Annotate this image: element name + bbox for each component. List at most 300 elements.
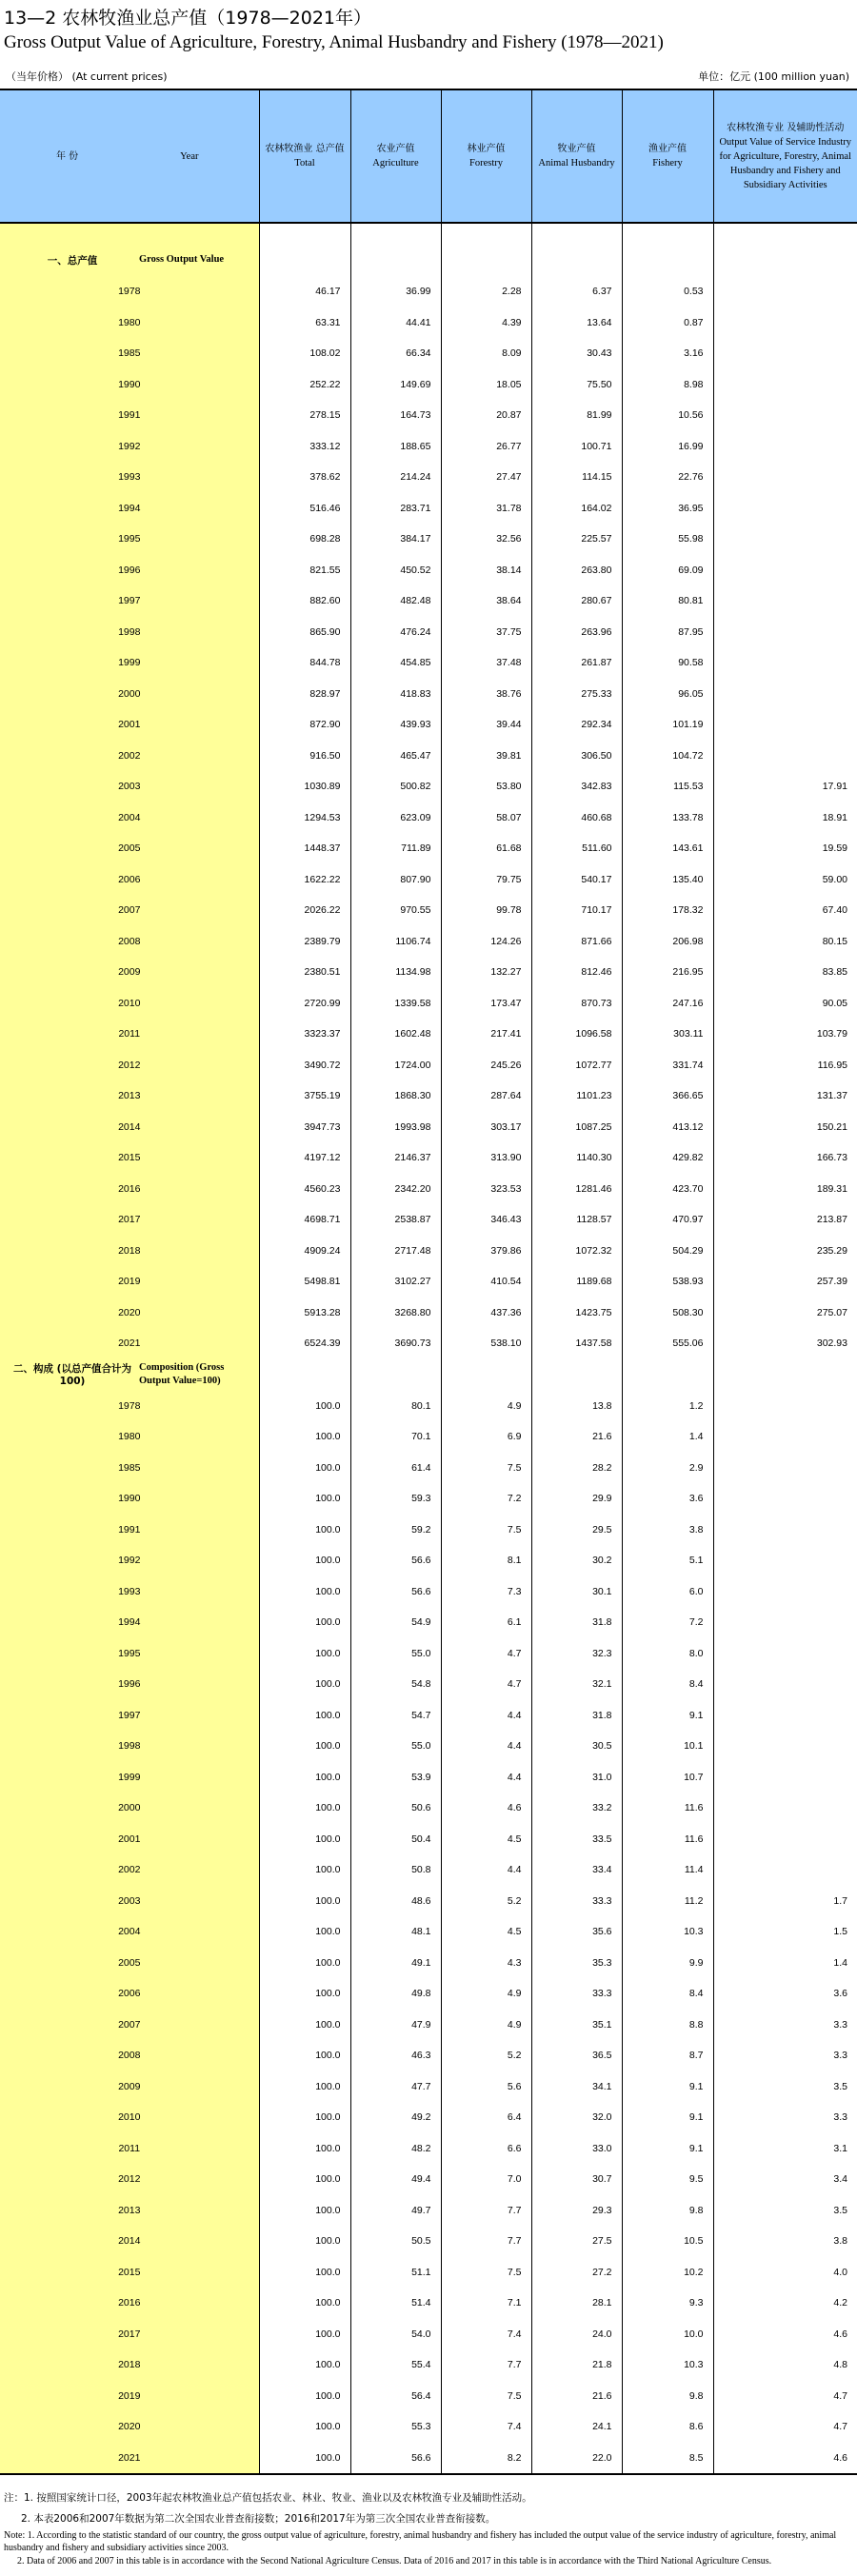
cell-animal: 460.68 — [531, 803, 622, 834]
cell-year: 1998 — [0, 1731, 259, 1762]
table-row — [0, 307, 857, 339]
cell-year: 2005 — [0, 1948, 259, 1979]
cell-fishery: 2.9 — [622, 1453, 713, 1484]
cell-total: 100.0 — [259, 2381, 350, 2412]
cell-agriculture: 465.47 — [350, 741, 441, 772]
cell-animal: 511.60 — [531, 833, 622, 864]
cell-animal: 261.87 — [531, 647, 622, 679]
cell-year: 1990 — [0, 369, 259, 401]
cell-agriculture: 56.6 — [350, 1545, 441, 1576]
cell-fishery: 8.98 — [622, 369, 713, 401]
cell-total: 100.0 — [259, 2010, 350, 2041]
cell-fishery: 555.06 — [622, 1328, 713, 1359]
cell-services: 3.6 — [713, 1978, 857, 2010]
cell-year: 2004 — [0, 1916, 259, 1948]
cell-agriculture: 80.1 — [350, 1391, 441, 1422]
cell-year: 2011 — [0, 2133, 259, 2165]
cell-animal: 33.3 — [531, 1886, 622, 1917]
cell-fishery: 8.5 — [622, 2443, 713, 2475]
cell-fishery: 8.7 — [622, 2040, 713, 2071]
cell-fishery: 87.95 — [622, 617, 713, 648]
cell-forestry: 4.5 — [441, 1824, 531, 1855]
cell-services — [713, 1854, 857, 1886]
cell-services — [713, 431, 857, 463]
table-row — [0, 1174, 857, 1205]
cell-animal: 33.3 — [531, 1978, 622, 2010]
cell-forestry: 4.9 — [441, 1978, 531, 2010]
cell-forestry: 7.2 — [441, 1483, 531, 1515]
cell-total: 100.0 — [259, 1391, 350, 1422]
cell-agriculture: 2342.20 — [350, 1174, 441, 1205]
cell-agriculture: 53.9 — [350, 1762, 441, 1793]
cell-agriculture: 48.1 — [350, 1916, 441, 1948]
cell-year: 2020 — [0, 1298, 259, 1329]
cell-agriculture: 36.99 — [350, 276, 441, 307]
table-row — [0, 2040, 857, 2071]
cell-fishery: 9.1 — [622, 2133, 713, 2165]
cell-forestry: 437.36 — [441, 1298, 531, 1329]
cell-year: 1995 — [0, 524, 259, 555]
table-row — [0, 957, 857, 988]
cell-services: 83.85 — [713, 957, 857, 988]
cell-agriculture: 70.1 — [350, 1421, 441, 1453]
table-row — [0, 864, 857, 896]
table-row — [0, 1638, 857, 1670]
cell-services: 131.37 — [713, 1080, 857, 1112]
table-row — [0, 1328, 857, 1359]
cell-forestry: 27.47 — [441, 462, 531, 493]
cell-services: 3.4 — [713, 2164, 857, 2195]
cell-fishery: 8.4 — [622, 1669, 713, 1700]
cell-agriculture: 56.6 — [350, 1576, 441, 1608]
cell-agriculture: 482.48 — [350, 585, 441, 617]
cell-services — [713, 1638, 857, 1670]
cell-services: 302.93 — [713, 1328, 857, 1359]
cell-fishery: 135.40 — [622, 864, 713, 896]
cell-services: 235.29 — [713, 1236, 857, 1267]
cell-agriculture: 1106.74 — [350, 926, 441, 958]
cell-agriculture: 47.7 — [350, 2071, 441, 2103]
cell-agriculture: 50.8 — [350, 1854, 441, 1886]
cell-agriculture: 50.4 — [350, 1824, 441, 1855]
cell-total: 844.78 — [259, 647, 350, 679]
section-heading-composition — [0, 1359, 857, 1391]
cell-agriculture: 1868.30 — [350, 1080, 441, 1112]
cell-total: 1030.89 — [259, 771, 350, 803]
cell-animal: 33.4 — [531, 1854, 622, 1886]
cell-agriculture: 50.6 — [350, 1793, 441, 1824]
table-row — [0, 524, 857, 555]
cell-agriculture: 50.5 — [350, 2226, 441, 2257]
animal-header-en: Animal Husbandry — [538, 158, 615, 168]
cell-fishery: 9.3 — [622, 2288, 713, 2319]
cell-year: 2016 — [0, 2288, 259, 2319]
cell-year: 1992 — [0, 1545, 259, 1576]
cell-fishery: 10.3 — [622, 2349, 713, 2381]
cell-agriculture: 54.8 — [350, 1669, 441, 1700]
cell-fishery: 0.87 — [622, 307, 713, 339]
cell-services — [713, 493, 857, 525]
cell-year: 2009 — [0, 957, 259, 988]
table-row — [0, 1793, 857, 1824]
cell-animal: 871.66 — [531, 926, 622, 958]
table-row — [0, 1700, 857, 1732]
cell-total: 5913.28 — [259, 1298, 350, 1329]
cell-forestry: 4.7 — [441, 1638, 531, 1670]
cell-fishery: 22.76 — [622, 462, 713, 493]
cell-fishery: 11.2 — [622, 1886, 713, 1917]
cell-fishery: 8.4 — [622, 1978, 713, 2010]
cell-agriculture: 2538.87 — [350, 1204, 441, 1236]
cell-total: 4197.12 — [259, 1142, 350, 1174]
table-row — [0, 1515, 857, 1546]
cell-forestry: 2.28 — [441, 276, 531, 307]
cell-year: 2019 — [0, 2381, 259, 2412]
table-row — [0, 2443, 857, 2475]
cell-year: 1980 — [0, 307, 259, 339]
cell-services: 80.15 — [713, 926, 857, 958]
cell-agriculture: 49.7 — [350, 2195, 441, 2227]
cell-year: 2002 — [0, 741, 259, 772]
cell-agriculture: 1134.98 — [350, 957, 441, 988]
cell-animal: 263.80 — [531, 555, 622, 586]
cell-year: 1978 — [0, 276, 259, 307]
cell-agriculture: 3690.73 — [350, 1328, 441, 1359]
cell-animal: 30.2 — [531, 1545, 622, 1576]
cell-fishery: 104.72 — [622, 741, 713, 772]
cell-total: 916.50 — [259, 741, 350, 772]
cell-animal: 33.2 — [531, 1793, 622, 1824]
cell-agriculture: 49.4 — [350, 2164, 441, 2195]
cell-fishery: 10.0 — [622, 2319, 713, 2350]
cell-total: 3323.37 — [259, 1019, 350, 1050]
cell-year: 2010 — [0, 2102, 259, 2133]
table-row — [0, 617, 857, 648]
cell-total: 100.0 — [259, 2195, 350, 2227]
cell-total: 1294.53 — [259, 803, 350, 834]
cell-fishery: 10.7 — [622, 1762, 713, 1793]
cell-total: 100.0 — [259, 2443, 350, 2475]
cell-animal: 31.8 — [531, 1700, 622, 1732]
cell-year: 2015 — [0, 2257, 259, 2289]
cell-services — [713, 400, 857, 431]
cell-animal: 1072.77 — [531, 1050, 622, 1081]
cell-year: 2003 — [0, 1886, 259, 1917]
cell-total: 2026.22 — [259, 895, 350, 926]
cell-animal: 36.5 — [531, 2040, 622, 2071]
cell-agriculture: 48.2 — [350, 2133, 441, 2165]
table-row — [0, 1978, 857, 2010]
cell-forestry: 4.4 — [441, 1762, 531, 1793]
cell-total: 100.0 — [259, 2411, 350, 2443]
cell-forestry: 7.5 — [441, 1453, 531, 1484]
cell-services: 1.4 — [713, 1948, 857, 1979]
cell-services — [713, 741, 857, 772]
table-row — [0, 2349, 857, 2381]
table-row — [0, 555, 857, 586]
cell-services — [713, 462, 857, 493]
cell-total: 6524.39 — [259, 1328, 350, 1359]
cell-forestry: 37.48 — [441, 647, 531, 679]
cell-agriculture: 476.24 — [350, 617, 441, 648]
cell-year: 2002 — [0, 1854, 259, 1886]
cell-forestry: 7.5 — [441, 2257, 531, 2289]
agriculture-header-cn: 农业产值 — [376, 144, 415, 154]
cell-year: 1991 — [0, 1515, 259, 1546]
services-header — [713, 89, 857, 223]
cell-animal: 28.1 — [531, 2288, 622, 2319]
cell-year: 2006 — [0, 1978, 259, 2010]
cell-fishery: 6.0 — [622, 1576, 713, 1608]
table-row — [0, 1762, 857, 1793]
cell-animal: 13.8 — [531, 1391, 622, 1422]
cell-forestry: 173.47 — [441, 988, 531, 1020]
cell-services — [713, 276, 857, 307]
cell-services: 150.21 — [713, 1112, 857, 1143]
cell-forestry: 538.10 — [441, 1328, 531, 1359]
cell-fishery: 11.6 — [622, 1824, 713, 1855]
cell-year: 2017 — [0, 2319, 259, 2350]
cell-year: 2013 — [0, 1080, 259, 1112]
cell-agriculture: 3102.27 — [350, 1266, 441, 1298]
cell-agriculture: 418.83 — [350, 679, 441, 710]
cell-services: 3.8 — [713, 2226, 857, 2257]
page-title-cn: 13—2 农林牧渔业总产值（1978—2021年） — [4, 8, 372, 29]
cell-total: 278.15 — [259, 400, 350, 431]
cell-forestry: 4.7 — [441, 1669, 531, 1700]
cell-agriculture: 283.71 — [350, 493, 441, 525]
cell-fishery: 9.1 — [622, 2102, 713, 2133]
table-row — [0, 1112, 857, 1143]
cell-animal: 1128.57 — [531, 1204, 622, 1236]
cell-agriculture: 47.9 — [350, 2010, 441, 2041]
cell-forestry: 5.2 — [441, 2040, 531, 2071]
note-cn-1: 注：1. 按照国家统计口径，2003年起农林牧渔业总产值包括农业、林业、牧业、渔业以及农林牧渔专业及辅助性活动。 — [4, 2492, 532, 2504]
cell-animal: 29.3 — [531, 2195, 622, 2227]
cell-total: 100.0 — [259, 1638, 350, 1670]
cell-total: 252.22 — [259, 369, 350, 401]
cell-year: 2013 — [0, 2195, 259, 2227]
cell-services: 275.07 — [713, 1298, 857, 1329]
cell-services: 257.39 — [713, 1266, 857, 1298]
cell-animal: 292.34 — [531, 709, 622, 741]
cell-forestry: 410.54 — [441, 1266, 531, 1298]
cell-forestry: 58.07 — [441, 803, 531, 834]
cell-forestry: 32.56 — [441, 524, 531, 555]
cell-animal: 870.73 — [531, 988, 622, 1020]
note-cn-2: 2. 本表2006和2007年数据为第二次全国农业普查衔接数；2016和2017年为第三次全国农业普查衔接数。 — [21, 2513, 496, 2525]
cell-services — [713, 369, 857, 401]
cell-forestry: 38.14 — [441, 555, 531, 586]
cell-forestry: 4.3 — [441, 1948, 531, 1979]
cell-animal: 13.64 — [531, 307, 622, 339]
cell-animal: 81.99 — [531, 400, 622, 431]
cell-year: 2009 — [0, 2071, 259, 2103]
cell-year: 2005 — [0, 833, 259, 864]
cell-total: 100.0 — [259, 1916, 350, 1948]
cell-services — [713, 647, 857, 679]
cell-fishery: 3.6 — [622, 1483, 713, 1515]
unit-label: 单位：亿元 (100 million yuan) — [698, 70, 849, 83]
cell-total: 4560.23 — [259, 1174, 350, 1205]
cell-fishery: 90.58 — [622, 647, 713, 679]
table-row — [0, 585, 857, 617]
cell-agriculture: 1339.58 — [350, 988, 441, 1020]
cell-fishery: 1.4 — [622, 1421, 713, 1453]
cell-forestry: 31.78 — [441, 493, 531, 525]
section2-label-en: Composition (Gross Output Value=100) — [139, 1362, 225, 1386]
cell-agriculture: 49.8 — [350, 1978, 441, 2010]
cell-agriculture: 188.65 — [350, 431, 441, 463]
cell-animal: 22.0 — [531, 2443, 622, 2475]
table-row — [0, 1854, 857, 1886]
cell-services — [713, 679, 857, 710]
cell-fishery: 413.12 — [622, 1112, 713, 1143]
cell-animal: 32.3 — [531, 1638, 622, 1670]
cell-agriculture: 56.6 — [350, 2443, 441, 2475]
cell-animal: 30.5 — [531, 1731, 622, 1762]
cell-agriculture: 55.3 — [350, 2411, 441, 2443]
cell-agriculture: 49.2 — [350, 2102, 441, 2133]
cell-total: 3755.19 — [259, 1080, 350, 1112]
cell-forestry: 39.81 — [441, 741, 531, 772]
cell-animal: 30.1 — [531, 1576, 622, 1608]
cell-animal: 27.2 — [531, 2257, 622, 2289]
cell-fishery: 508.30 — [622, 1298, 713, 1329]
cell-services — [713, 1391, 857, 1422]
cell-total: 100.0 — [259, 1948, 350, 1979]
cell-agriculture: 164.73 — [350, 400, 441, 431]
table-row — [0, 2257, 857, 2289]
cell-services: 3.3 — [713, 2010, 857, 2041]
table-row — [0, 1080, 857, 1112]
cell-fishery: 429.82 — [622, 1142, 713, 1174]
cell-fishery: 10.1 — [622, 1731, 713, 1762]
agriculture-header-en: Agriculture — [372, 158, 419, 168]
price-basis: （当年价格） (At current prices) — [6, 70, 168, 83]
agriculture-header — [350, 89, 441, 223]
cell-animal: 30.7 — [531, 2164, 622, 2195]
cell-total: 821.55 — [259, 555, 350, 586]
cell-forestry: 7.0 — [441, 2164, 531, 2195]
cell-agriculture: 49.1 — [350, 1948, 441, 1979]
cell-animal: 21.8 — [531, 2349, 622, 2381]
cell-services: 3.3 — [713, 2040, 857, 2071]
cell-year: 1996 — [0, 555, 259, 586]
cell-forestry: 7.5 — [441, 1515, 531, 1546]
cell-animal: 306.50 — [531, 741, 622, 772]
cell-animal: 31.8 — [531, 1607, 622, 1638]
cell-forestry: 323.53 — [441, 1174, 531, 1205]
table-row — [0, 1607, 857, 1638]
forestry-header-cn: 林业产值 — [467, 144, 506, 154]
table-row — [0, 709, 857, 741]
cell-forestry: 7.7 — [441, 2226, 531, 2257]
table-row — [0, 1391, 857, 1422]
cell-fishery: 206.98 — [622, 926, 713, 958]
table-row — [0, 1142, 857, 1174]
cell-services — [713, 1669, 857, 1700]
cell-total: 108.02 — [259, 338, 350, 369]
cell-fishery: 331.74 — [622, 1050, 713, 1081]
cell-forestry: 6.6 — [441, 2133, 531, 2165]
cell-year: 1978 — [0, 1391, 259, 1422]
section1-label-en: Gross Output Value — [139, 254, 225, 265]
table-row — [0, 2195, 857, 2227]
cell-year: 1985 — [0, 338, 259, 369]
cell-fishery: 538.93 — [622, 1266, 713, 1298]
cell-total: 46.17 — [259, 276, 350, 307]
cell-forestry: 7.4 — [441, 2319, 531, 2350]
cell-agriculture: 384.17 — [350, 524, 441, 555]
cell-total: 100.0 — [259, 1576, 350, 1608]
cell-forestry: 7.4 — [441, 2411, 531, 2443]
cell-agriculture: 970.55 — [350, 895, 441, 926]
cell-fishery: 69.09 — [622, 555, 713, 586]
cell-year: 1997 — [0, 585, 259, 617]
table-row — [0, 2411, 857, 2443]
table-row — [0, 1886, 857, 1917]
cell-year: 2018 — [0, 2349, 259, 2381]
cell-animal: 75.50 — [531, 369, 622, 401]
cell-total: 3947.73 — [259, 1112, 350, 1143]
table-row — [0, 741, 857, 772]
cell-animal: 1140.30 — [531, 1142, 622, 1174]
animal-header-cn: 牧业产值 — [557, 144, 596, 154]
cell-year: 1996 — [0, 1669, 259, 1700]
cell-year: 1999 — [0, 647, 259, 679]
cell-fishery: 470.97 — [622, 1204, 713, 1236]
cell-forestry: 4.5 — [441, 1916, 531, 1948]
cell-animal: 21.6 — [531, 2381, 622, 2412]
cell-forestry: 37.75 — [441, 617, 531, 648]
table-row — [0, 1483, 857, 1515]
table-row — [0, 1824, 857, 1855]
cell-services — [713, 709, 857, 741]
cell-forestry: 4.4 — [441, 1731, 531, 1762]
cell-fishery: 101.19 — [622, 709, 713, 741]
cell-total: 100.0 — [259, 1515, 350, 1546]
table-row — [0, 926, 857, 958]
cell-year: 2018 — [0, 1236, 259, 1267]
section-heading-gross — [0, 245, 857, 276]
cell-total: 2380.51 — [259, 957, 350, 988]
cell-services: 90.05 — [713, 988, 857, 1020]
table-row — [0, 1731, 857, 1762]
cell-fishery: 0.53 — [622, 276, 713, 307]
cell-fishery: 423.70 — [622, 1174, 713, 1205]
cell-animal: 164.02 — [531, 493, 622, 525]
cell-animal: 114.15 — [531, 462, 622, 493]
cell-total: 100.0 — [259, 2164, 350, 2195]
cell-total: 333.12 — [259, 431, 350, 463]
table-row — [0, 462, 857, 493]
cell-animal: 31.0 — [531, 1762, 622, 1793]
cell-fishery: 10.5 — [622, 2226, 713, 2257]
cell-fishery: 96.05 — [622, 679, 713, 710]
note-en-2: 2. Data of 2006 and 2007 in this table is in accordance with the Second National Agriculture Census. Data of 2016 and 2017 in this table is in accordance with the Third National Agriculture Census. — [17, 2556, 772, 2566]
cell-services: 19.59 — [713, 833, 857, 864]
cell-forestry: 287.64 — [441, 1080, 531, 1112]
fishery-header-en: Fishery — [652, 158, 683, 168]
section1-label-cn: 一、总产值 — [47, 255, 98, 267]
table-row — [0, 803, 857, 834]
cell-forestry: 8.09 — [441, 338, 531, 369]
cell-animal: 33.0 — [531, 2133, 622, 2165]
cell-total: 1622.22 — [259, 864, 350, 896]
cell-year: 2017 — [0, 1204, 259, 1236]
cell-year: 1985 — [0, 1453, 259, 1484]
